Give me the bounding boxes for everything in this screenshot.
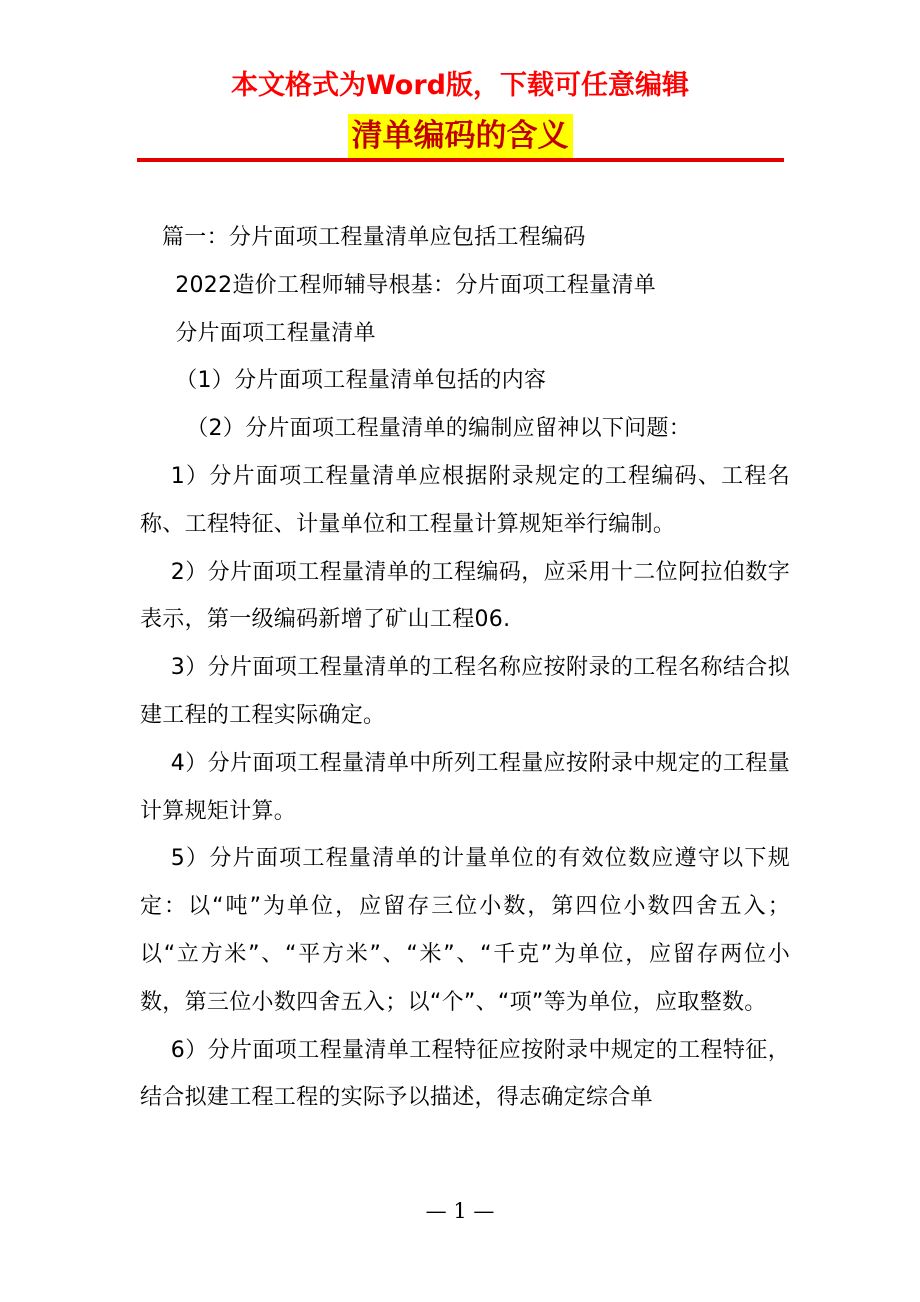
body-paragraph: （2）分片面项工程量清单的编制应留神以下问题： <box>186 416 692 442</box>
title-row <box>0 114 920 158</box>
body-paragraph: 2）分片面项工程量清单的工程编码，应采用十二位阿拉伯数字表示，第一级编码新增了矿山工程06. <box>140 559 790 633</box>
body-paragraph: 分片面项工程量清单 <box>175 320 376 346</box>
body-paragraph: 2022造价工程师辅导根基：分片面项工程量清单 <box>175 272 657 298</box>
body-paragraph: 4）分片面项工程量清单中所列工程量应按附录中规定的工程量计算规矩计算。 <box>140 750 790 824</box>
body-paragraph: 5）分片面项工程量清单的计量单位的有效位数应遵守以下规定：以“吨”为单位，应留存三位小数，第四位小数四舍五入；以“立方米”、“平方米”、“米”、“千克”为单位，应留存两位小数，第三位小数四舍五入；以“个”、“项”等为单位，应取整数。 <box>140 846 790 1015</box>
page-number: — 1 — <box>425 1199 495 1223</box>
word-format-banner: 本文格式为Word版，下载可任意编辑 <box>230 70 689 101</box>
body-paragraph: （1）分片面项工程量清单包括的内容 <box>175 368 547 394</box>
document-title: 清单编码的含义 <box>348 114 573 158</box>
body-paragraph: 3）分片面项工程量清单的工程名称应按附录的工程名称结合拟建工程的工程实际确定。 <box>140 655 790 728</box>
body-paragraph: 6）分片面项工程量清单工程特征应按附录中规定的工程特征，结合拟建工程工程的实际予以描述，得志确定综合单 <box>140 1037 790 1111</box>
document-body <box>140 214 790 1122</box>
body-paragraph: 1）分片面项工程量清单应根据附录规定的工程编码、工程名称、工程特征、计量单位和工程量计算规矩举行编制。 <box>140 463 790 537</box>
body-paragraph: 篇一：分片面项工程量清单应包括工程编码 <box>162 225 586 250</box>
title-divider <box>137 158 784 162</box>
